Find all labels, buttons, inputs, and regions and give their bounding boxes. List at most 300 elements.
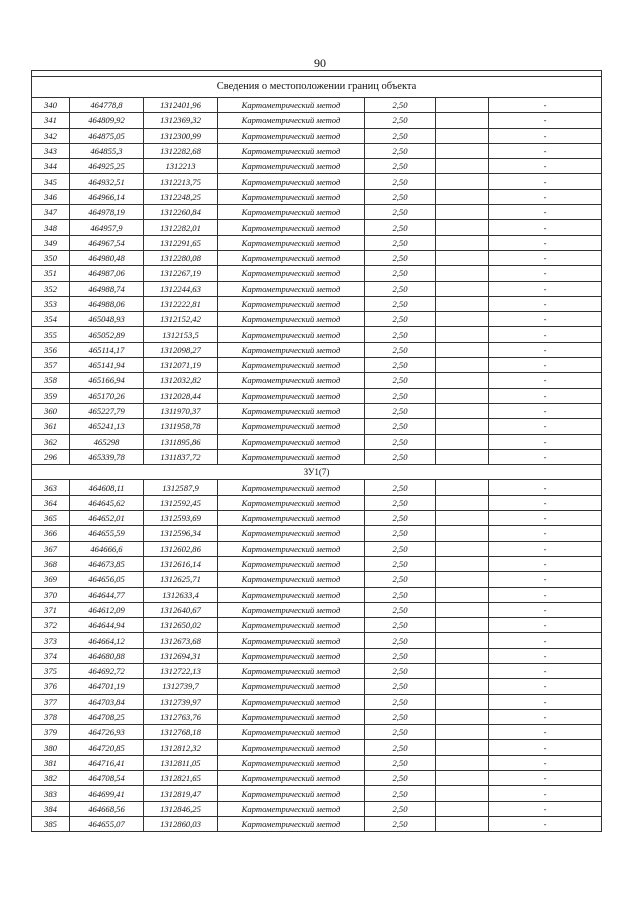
extra-cell: [436, 816, 489, 831]
point-number-cell: 366: [32, 526, 70, 541]
y-coordinate-cell: 1312282,68: [144, 143, 218, 158]
x-coordinate-cell: 465052,89: [70, 327, 144, 342]
table-row: [32, 281, 602, 296]
y-coordinate-cell: 1312071,19: [144, 358, 218, 373]
table-row: [32, 755, 602, 770]
y-coordinate-cell: 1312722,13: [144, 663, 218, 678]
method-cell: Картометрический метод: [218, 740, 365, 755]
section-label: ЗУ1(7): [32, 465, 602, 480]
precision-cell: 2,50: [365, 633, 436, 648]
description-cell: -: [489, 816, 602, 831]
x-coordinate-cell: 464966,14: [70, 189, 144, 204]
description-cell: -: [489, 648, 602, 663]
x-coordinate-cell: 465227,79: [70, 403, 144, 418]
extra-cell: [436, 786, 489, 801]
precision-cell: 2,50: [365, 419, 436, 434]
point-number-cell: 383: [32, 786, 70, 801]
point-number-cell: 372: [32, 618, 70, 633]
table-row: [32, 740, 602, 755]
point-number-cell: 350: [32, 250, 70, 265]
description-cell: -: [489, 358, 602, 373]
point-number-cell: 378: [32, 709, 70, 724]
table-row: [32, 205, 602, 220]
precision-cell: 2,50: [365, 511, 436, 526]
extra-cell: [436, 725, 489, 740]
point-number-cell: 354: [32, 312, 70, 327]
extra-cell: [436, 541, 489, 556]
precision-cell: 2,50: [365, 281, 436, 296]
y-coordinate-cell: 1311895,86: [144, 434, 218, 449]
point-number-cell: 351: [32, 266, 70, 281]
description-cell: -: [489, 205, 602, 220]
y-coordinate-cell: 1312846,25: [144, 801, 218, 816]
point-number-cell: 357: [32, 358, 70, 373]
y-coordinate-cell: 1312098,27: [144, 342, 218, 357]
table-row: [32, 480, 602, 495]
y-coordinate-cell: 1312625,71: [144, 572, 218, 587]
point-number-cell: 358: [32, 373, 70, 388]
table-row: [32, 618, 602, 633]
table-row: [32, 602, 602, 617]
method-cell: Картометрический метод: [218, 587, 365, 602]
table-row: [32, 449, 602, 464]
method-cell: Картометрический метод: [218, 189, 365, 204]
description-cell: -: [489, 740, 602, 755]
x-coordinate-cell: 464987,06: [70, 266, 144, 281]
method-cell: Картометрический метод: [218, 816, 365, 831]
description-cell: -: [489, 403, 602, 418]
extra-cell: [436, 633, 489, 648]
method-cell: Картометрический метод: [218, 98, 365, 113]
precision-cell: 2,50: [365, 495, 436, 510]
x-coordinate-cell: 464967,54: [70, 235, 144, 250]
precision-cell: 2,50: [365, 128, 436, 143]
precision-cell: 2,50: [365, 358, 436, 373]
method-cell: Картометрический метод: [218, 572, 365, 587]
method-cell: Картометрический метод: [218, 250, 365, 265]
table-row: [32, 434, 602, 449]
table-row: [32, 98, 602, 113]
y-coordinate-cell: 1312280,08: [144, 250, 218, 265]
y-coordinate-cell: 1312587,9: [144, 480, 218, 495]
extra-cell: [436, 189, 489, 204]
precision-cell: 2,50: [365, 709, 436, 724]
precision-cell: 2,50: [365, 189, 436, 204]
method-cell: Картометрический метод: [218, 266, 365, 281]
table-row: [32, 801, 602, 816]
point-number-cell: 362: [32, 434, 70, 449]
description-cell: -: [489, 342, 602, 357]
method-cell: Картометрический метод: [218, 373, 365, 388]
point-number-cell: 374: [32, 648, 70, 663]
precision-cell: 2,50: [365, 755, 436, 770]
extra-cell: [436, 312, 489, 327]
extra-cell: [436, 556, 489, 571]
table-row: [32, 113, 602, 128]
extra-cell: [436, 235, 489, 250]
x-coordinate-cell: 465114,17: [70, 342, 144, 357]
description-cell: -: [489, 480, 602, 495]
description-cell: -: [489, 312, 602, 327]
extra-cell: [436, 419, 489, 434]
table-row: [32, 495, 602, 510]
method-cell: Картометрический метод: [218, 541, 365, 556]
extra-cell: [436, 694, 489, 709]
method-cell: Картометрический метод: [218, 709, 365, 724]
description-cell: -: [489, 511, 602, 526]
x-coordinate-cell: 465241,13: [70, 419, 144, 434]
extra-cell: [436, 143, 489, 158]
x-coordinate-cell: 464809,92: [70, 113, 144, 128]
method-cell: Картометрический метод: [218, 771, 365, 786]
extra-cell: [436, 327, 489, 342]
extra-cell: [436, 174, 489, 189]
y-coordinate-cell: 1312213,75: [144, 174, 218, 189]
extra-cell: [436, 602, 489, 617]
y-coordinate-cell: 1312152,42: [144, 312, 218, 327]
description-cell: -: [489, 618, 602, 633]
description-cell: -: [489, 235, 602, 250]
description-cell: -: [489, 434, 602, 449]
precision-cell: 2,50: [365, 373, 436, 388]
y-coordinate-cell: 1312592,45: [144, 495, 218, 510]
method-cell: Картометрический метод: [218, 602, 365, 617]
table-row: [32, 526, 602, 541]
precision-cell: 2,50: [365, 663, 436, 678]
description-cell: -: [489, 709, 602, 724]
page-number: 90: [314, 56, 326, 70]
point-number-cell: 359: [32, 388, 70, 403]
extra-cell: [436, 480, 489, 495]
description-cell: -: [489, 587, 602, 602]
y-coordinate-cell: 1312291,65: [144, 235, 218, 250]
extra-cell: [436, 373, 489, 388]
extra-cell: [436, 572, 489, 587]
method-cell: Картометрический метод: [218, 358, 365, 373]
y-coordinate-cell: 1312282,01: [144, 220, 218, 235]
extra-cell: [436, 495, 489, 510]
x-coordinate-cell: 464925,25: [70, 159, 144, 174]
point-number-cell: 379: [32, 725, 70, 740]
precision-cell: 2,50: [365, 648, 436, 663]
y-coordinate-cell: 1312819,47: [144, 786, 218, 801]
y-coordinate-cell: 1312650,02: [144, 618, 218, 633]
precision-cell: 2,50: [365, 449, 436, 464]
precision-cell: 2,50: [365, 587, 436, 602]
extra-cell: [436, 587, 489, 602]
point-number-cell: 361: [32, 419, 70, 434]
description-cell: -: [489, 128, 602, 143]
description-cell: -: [489, 725, 602, 740]
extra-cell: [436, 663, 489, 678]
method-cell: Картометрический метод: [218, 174, 365, 189]
description-cell: -: [489, 572, 602, 587]
extra-cell: [436, 358, 489, 373]
method-cell: Картометрический метод: [218, 801, 365, 816]
method-cell: Картометрический метод: [218, 694, 365, 709]
point-number-cell: 347: [32, 205, 70, 220]
point-number-cell: 352: [32, 281, 70, 296]
method-cell: Картометрический метод: [218, 495, 365, 510]
y-coordinate-cell: 1312213: [144, 159, 218, 174]
y-coordinate-cell: 1312369,32: [144, 113, 218, 128]
point-number-cell: 346: [32, 189, 70, 204]
table-row: [32, 174, 602, 189]
point-number-cell: 367: [32, 541, 70, 556]
extra-cell: [436, 266, 489, 281]
description-cell: -: [489, 373, 602, 388]
extra-cell: [436, 113, 489, 128]
x-coordinate-cell: 464716,41: [70, 755, 144, 770]
x-coordinate-cell: 464988,74: [70, 281, 144, 296]
precision-cell: 2,50: [365, 342, 436, 357]
precision-cell: 2,50: [365, 816, 436, 831]
y-coordinate-cell: 1312596,34: [144, 526, 218, 541]
point-number-cell: 342: [32, 128, 70, 143]
extra-cell: [436, 205, 489, 220]
table-body: [32, 71, 602, 832]
x-coordinate-cell: 464652,01: [70, 511, 144, 526]
point-number-cell: 296: [32, 449, 70, 464]
description-cell: -: [489, 801, 602, 816]
table-row: [32, 587, 602, 602]
extra-cell: [436, 771, 489, 786]
point-number-cell: 348: [32, 220, 70, 235]
table-row: [32, 312, 602, 327]
table-row: [32, 816, 602, 831]
table-row: [32, 572, 602, 587]
point-number-cell: 343: [32, 143, 70, 158]
description-cell: -: [489, 526, 602, 541]
method-cell: Картометрический метод: [218, 312, 365, 327]
x-coordinate-cell: 464692,72: [70, 663, 144, 678]
table-row: [32, 296, 602, 311]
extra-cell: [436, 98, 489, 113]
section-row: [32, 465, 602, 480]
precision-cell: 2,50: [365, 388, 436, 403]
table-row: [32, 403, 602, 418]
method-cell: Картометрический метод: [218, 663, 365, 678]
point-number-cell: 356: [32, 342, 70, 357]
description-cell: -: [489, 281, 602, 296]
x-coordinate-cell: 464708,25: [70, 709, 144, 724]
x-coordinate-cell: 464726,93: [70, 725, 144, 740]
x-coordinate-cell: 465048,93: [70, 312, 144, 327]
method-cell: Картометрический метод: [218, 388, 365, 403]
point-number-cell: 340: [32, 98, 70, 113]
description-cell: -: [489, 755, 602, 770]
precision-cell: 2,50: [365, 602, 436, 617]
table-title-row: [32, 77, 602, 98]
y-coordinate-cell: 1311958,78: [144, 419, 218, 434]
table-row: [32, 373, 602, 388]
method-cell: Картометрический метод: [218, 480, 365, 495]
method-cell: Картометрический метод: [218, 159, 365, 174]
table-row: [32, 358, 602, 373]
point-number-cell: 371: [32, 602, 70, 617]
extra-cell: [436, 281, 489, 296]
method-cell: Картометрический метод: [218, 342, 365, 357]
y-coordinate-cell: 1312248,25: [144, 189, 218, 204]
x-coordinate-cell: 464855,3: [70, 143, 144, 158]
table-row: [32, 679, 602, 694]
precision-cell: 2,50: [365, 143, 436, 158]
precision-cell: 2,50: [365, 572, 436, 587]
method-cell: Картометрический метод: [218, 618, 365, 633]
point-number-cell: 344: [32, 159, 70, 174]
description-cell: -: [489, 556, 602, 571]
point-number-cell: 375: [32, 663, 70, 678]
y-coordinate-cell: 1312260,84: [144, 205, 218, 220]
x-coordinate-cell: 464703,84: [70, 694, 144, 709]
extra-cell: [436, 618, 489, 633]
description-cell: -: [489, 771, 602, 786]
precision-cell: 2,50: [365, 480, 436, 495]
x-coordinate-cell: 464978,19: [70, 205, 144, 220]
method-cell: Картометрический метод: [218, 113, 365, 128]
method-cell: Картометрический метод: [218, 235, 365, 250]
extra-cell: [436, 128, 489, 143]
point-number-cell: 384: [32, 801, 70, 816]
y-coordinate-cell: 1312602,86: [144, 541, 218, 556]
table-row: [32, 419, 602, 434]
y-coordinate-cell: 1312640,67: [144, 602, 218, 617]
x-coordinate-cell: 465339,78: [70, 449, 144, 464]
y-coordinate-cell: 1312811,05: [144, 755, 218, 770]
extra-cell: [436, 388, 489, 403]
extra-cell: [436, 250, 489, 265]
precision-cell: 2,50: [365, 618, 436, 633]
table-row: [32, 725, 602, 740]
precision-cell: 2,50: [365, 205, 436, 220]
table-row: [32, 511, 602, 526]
description-cell: -: [489, 189, 602, 204]
description-cell: -: [489, 663, 602, 678]
precision-cell: 2,50: [365, 159, 436, 174]
table-row: [32, 266, 602, 281]
point-number-cell: 385: [32, 816, 70, 831]
x-coordinate-cell: 465170,26: [70, 388, 144, 403]
y-coordinate-cell: 1312673,68: [144, 633, 218, 648]
description-cell: -: [489, 327, 602, 342]
precision-cell: 2,50: [365, 174, 436, 189]
point-number-cell: 380: [32, 740, 70, 755]
x-coordinate-cell: 464699,41: [70, 786, 144, 801]
method-cell: Картометрический метод: [218, 786, 365, 801]
point-number-cell: 381: [32, 755, 70, 770]
method-cell: Картометрический метод: [218, 556, 365, 571]
point-number-cell: 349: [32, 235, 70, 250]
method-cell: Картометрический метод: [218, 327, 365, 342]
method-cell: Картометрический метод: [218, 128, 365, 143]
precision-cell: 2,50: [365, 725, 436, 740]
y-coordinate-cell: 1312028,44: [144, 388, 218, 403]
table-row: [32, 694, 602, 709]
y-coordinate-cell: 1312768,18: [144, 725, 218, 740]
point-number-cell: 363: [32, 480, 70, 495]
extra-cell: [436, 342, 489, 357]
description-cell: -: [489, 694, 602, 709]
y-coordinate-cell: 1311970,37: [144, 403, 218, 418]
x-coordinate-cell: 464980,48: [70, 250, 144, 265]
x-coordinate-cell: 464701,19: [70, 679, 144, 694]
y-coordinate-cell: 1312032,82: [144, 373, 218, 388]
table-row: [32, 143, 602, 158]
method-cell: Картометрический метод: [218, 755, 365, 770]
description-cell: -: [489, 296, 602, 311]
description-cell: -: [489, 786, 602, 801]
x-coordinate-cell: 465166,94: [70, 373, 144, 388]
y-coordinate-cell: 1312616,14: [144, 556, 218, 571]
precision-cell: 2,50: [365, 694, 436, 709]
point-number-cell: 376: [32, 679, 70, 694]
precision-cell: 2,50: [365, 434, 436, 449]
x-coordinate-cell: 464988,06: [70, 296, 144, 311]
method-cell: Картометрический метод: [218, 281, 365, 296]
method-cell: Картометрический метод: [218, 296, 365, 311]
y-coordinate-cell: 1311837,72: [144, 449, 218, 464]
x-coordinate-cell: 464720,85: [70, 740, 144, 755]
y-coordinate-cell: 1312812,32: [144, 740, 218, 755]
table-row: [32, 633, 602, 648]
precision-cell: 2,50: [365, 98, 436, 113]
description-cell: -: [489, 143, 602, 158]
extra-cell: [436, 403, 489, 418]
y-coordinate-cell: 1312739,7: [144, 679, 218, 694]
table-row: [32, 556, 602, 571]
table-row: [32, 342, 602, 357]
y-coordinate-cell: 1312593,69: [144, 511, 218, 526]
x-coordinate-cell: 464932,51: [70, 174, 144, 189]
precision-cell: 2,50: [365, 526, 436, 541]
extra-cell: [436, 220, 489, 235]
description-cell: -: [489, 388, 602, 403]
x-coordinate-cell: 464655,07: [70, 816, 144, 831]
method-cell: Картометрический метод: [218, 419, 365, 434]
point-number-cell: 370: [32, 587, 70, 602]
method-cell: Картометрический метод: [218, 143, 365, 158]
extra-cell: [436, 449, 489, 464]
extra-cell: [436, 709, 489, 724]
point-number-cell: 341: [32, 113, 70, 128]
x-coordinate-cell: 464875,05: [70, 128, 144, 143]
method-cell: Картометрический метод: [218, 725, 365, 740]
extra-cell: [436, 511, 489, 526]
extra-cell: [436, 679, 489, 694]
description-cell: -: [489, 419, 602, 434]
extra-cell: [436, 801, 489, 816]
table-row: [32, 327, 602, 342]
extra-cell: [436, 755, 489, 770]
y-coordinate-cell: 1312633,4: [144, 587, 218, 602]
x-coordinate-cell: 464778,8: [70, 98, 144, 113]
precision-cell: 2,50: [365, 327, 436, 342]
description-cell: -: [489, 633, 602, 648]
point-number-cell: 365: [32, 511, 70, 526]
x-coordinate-cell: 465298: [70, 434, 144, 449]
y-coordinate-cell: 1312300,99: [144, 128, 218, 143]
x-coordinate-cell: 464668,56: [70, 801, 144, 816]
description-cell: -: [489, 266, 602, 281]
point-number-cell: 368: [32, 556, 70, 571]
table-row: [32, 159, 602, 174]
table-row: [32, 771, 602, 786]
table-row: [32, 709, 602, 724]
table-row: [32, 541, 602, 556]
x-coordinate-cell: 464666,6: [70, 541, 144, 556]
description-cell: -: [489, 541, 602, 556]
y-coordinate-cell: 1312739,97: [144, 694, 218, 709]
